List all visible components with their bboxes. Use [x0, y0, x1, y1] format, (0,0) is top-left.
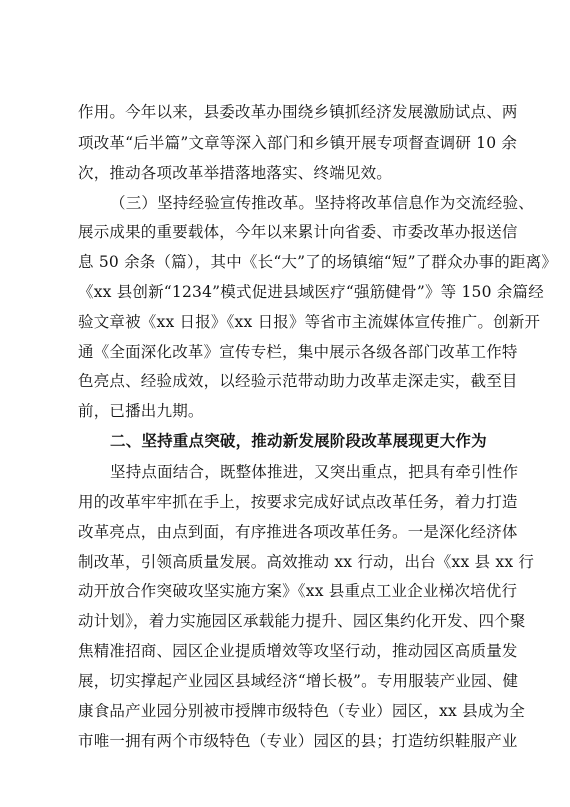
section-heading: 二、坚持重点突破，推动新发展阶段改革展现更大作为	[110, 431, 487, 450]
text-line: 展，切实撑起产业园区县域经济“增长极”。专用服装产业园、健	[78, 672, 519, 690]
text-line: 项改革“后半篇”文章等深入部门和乡镇开展专项督查调研 10 余	[78, 134, 518, 152]
text-line: （三）坚持经验宣传推改革。坚持将改革信息作为交流经验、	[110, 194, 534, 212]
text-line: 息 50 余条（篇），其中《长“大”了的场镇缩“短”了群众办事的距离》	[78, 253, 558, 271]
text-line: 动计划》，着力实施园区承载能力提升、园区集约化开发、四个聚	[78, 612, 526, 630]
text-line: 展示成果的重要载体，今年以来累计向省委、市委改革办报送信	[78, 223, 518, 241]
text-line: 验文章被《xx 日报》《xx 日报》等省市主流媒体宣传推广。创新开	[78, 313, 541, 331]
text-line: 市唯一拥有两个市级特色（专业）园区的县；打造纺织鞋服产业	[78, 732, 518, 750]
text-line: 制改革，引领高质量发展。高效推动 xx 行动，出台《xx 县 xx 行	[78, 553, 535, 571]
text-line: 作用。今年以来，县委改革办围绕乡镇抓经济发展激励试点、两	[78, 103, 518, 121]
text-line: 康食品产业园分别被市授牌市级特色（专业）园区，xx 县成为全	[78, 702, 525, 720]
text-line: 《xx 县创新“1234”模式促进县域医疗“强筋健骨”》等 150 余篇经	[78, 283, 544, 301]
text-line: 动开放合作突破攻坚实施方案》《xx 县重点工业企业梯次培优行	[78, 582, 518, 600]
text-line: 次，推动各项改革举措落地落实、终端见效。	[78, 164, 393, 182]
text-line: 坚持点面结合，既整体推进，又突出重点，把具有牵引性作	[110, 463, 519, 481]
text-line: 通《全面深化改革》宣传专栏，集中展示各级各部门改革工作特	[78, 343, 518, 361]
text-line: 色亮点、经验成效，以经验示范带动助力改革走深走实，截至目	[78, 372, 518, 390]
text-line: 改革亮点，由点到面，有序推进各项改革任务。一是深化经济体	[78, 523, 518, 541]
text-line: 焦精准招商、园区企业提质增效等攻坚行动，推动园区高质量发	[78, 642, 518, 660]
text-line: 前，已播出九期。	[78, 402, 204, 420]
text-line: 用的改革牢牢抓在手上，按要求完成好试点改革任务，着力打造	[78, 493, 518, 511]
